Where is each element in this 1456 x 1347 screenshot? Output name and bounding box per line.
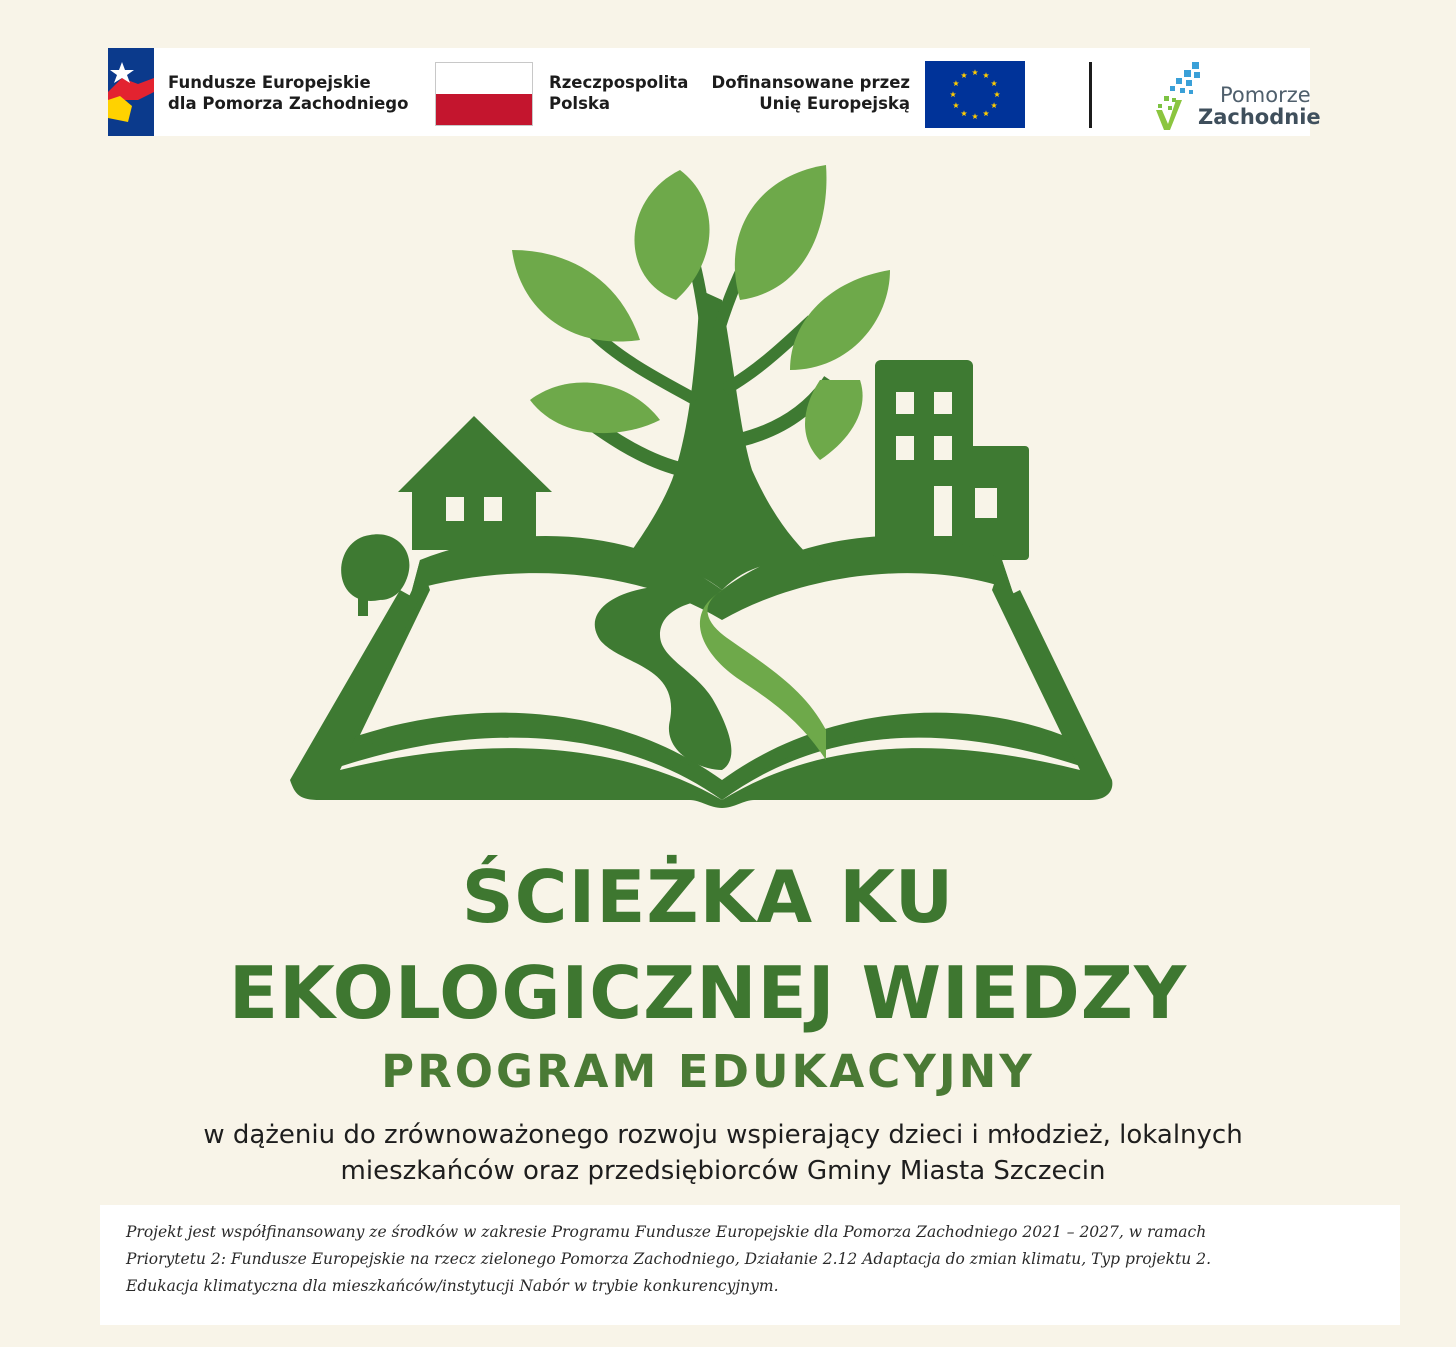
funding-note-box xyxy=(100,1205,1400,1325)
fe-label-line2: dla Pomorza Zachodniego xyxy=(168,94,409,113)
zachodnie-label: Zachodnie xyxy=(1198,105,1321,129)
eu-label-line2: Unię Europejską xyxy=(759,94,910,113)
title-line-2: EKOLOGICZNEJ WIEDZY xyxy=(228,951,1188,1035)
tree-icon xyxy=(512,165,890,590)
pl-label-line1: Rzeczpospolita xyxy=(549,73,689,92)
pomorze-label: Pomorze xyxy=(1220,83,1311,107)
city-buildings-icon xyxy=(875,360,1029,560)
open-book-icon xyxy=(290,536,1112,808)
house-icon xyxy=(398,416,552,550)
funding-note-line3: Edukacja klimatyczna dla mieszkańców/instytucji Nabór w trybie konkurencyjnym. xyxy=(126,1277,779,1295)
program-description xyxy=(150,1117,1296,1189)
funding-note-line2: Priorytetu 2: Fundusze Europejskie na rzecz zielonego Pomorza Zachodniego, Działanie 2.12 Adaptacja do zmian klimatu, Typ projektu 2. xyxy=(126,1250,1211,1268)
program-subtitle: PROGRAM EDUKACYJNY xyxy=(381,1045,1035,1098)
funding-note-text xyxy=(126,1219,1376,1300)
eu-label-line1: Dofinansowane przez xyxy=(711,73,910,92)
description-line1: w dążeniu do zrównoważonego rozwoju wspierający dzieci i młodzież, lokalnych xyxy=(203,1120,1243,1150)
funding-note-line1: Projekt jest współfinansowany ze środków w zakresie Programu Fundusze Europejskie dla Pomorza Zachodniego 2021 – 2027, w ramach xyxy=(126,1223,1207,1241)
pl-label-line2: Polska xyxy=(549,94,611,113)
title-line-1: ŚCIEŻKA KU xyxy=(461,855,955,939)
description-line2: mieszkańców oraz przedsiębiorców Gminy Miasta Szczecin xyxy=(340,1156,1106,1186)
fe-label-line1: Fundusze Europejskie xyxy=(168,73,371,92)
